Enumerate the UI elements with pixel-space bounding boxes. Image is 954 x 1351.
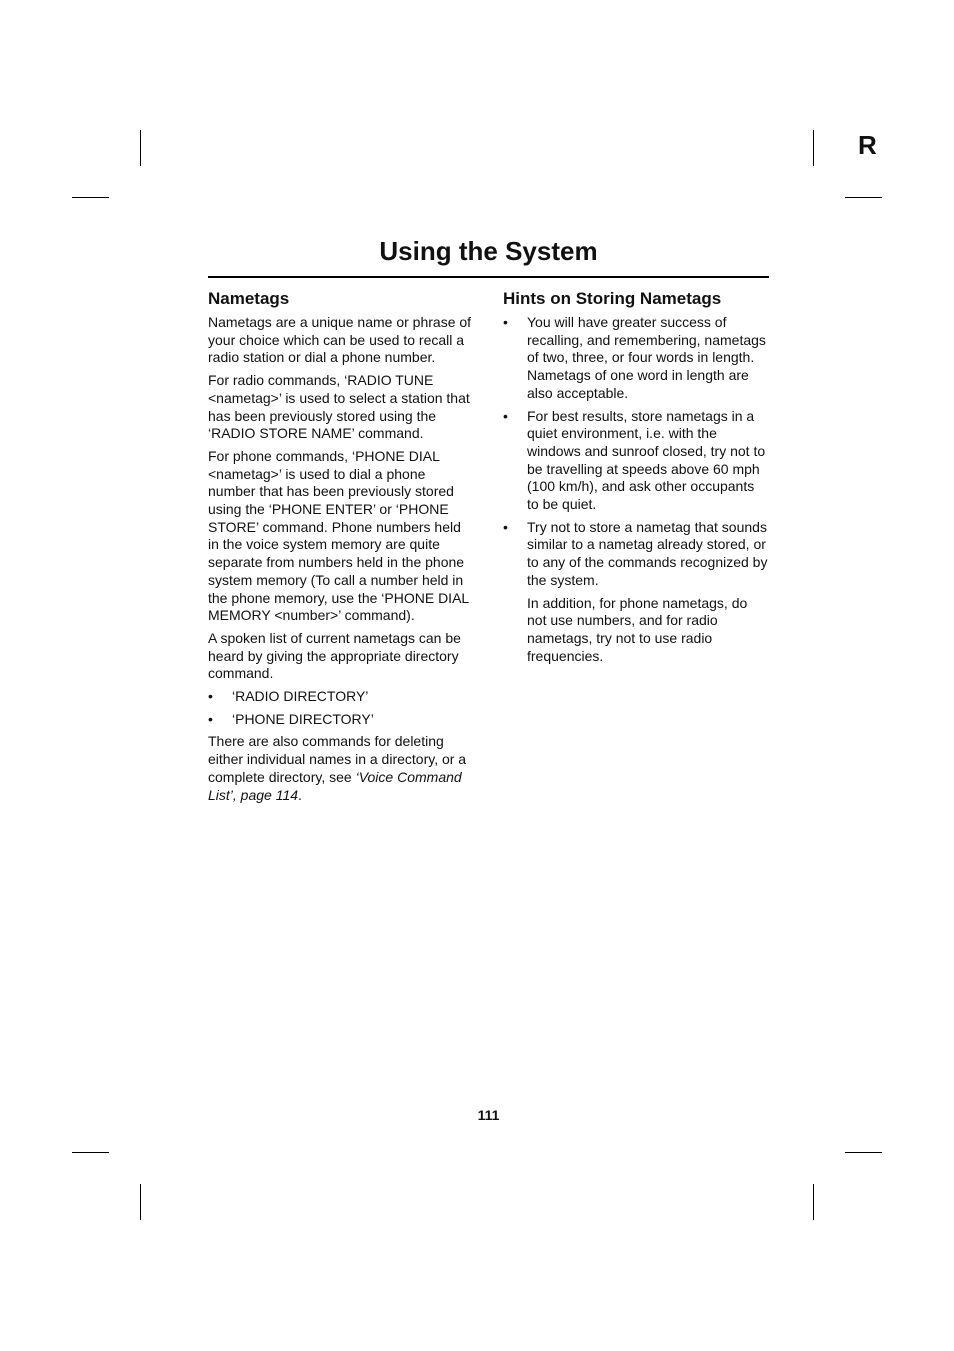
section-letter: R [858,130,877,160]
crop-mark-bottom-left-vertical [140,1184,141,1220]
bullet-icon: • [503,518,508,535]
crop-mark-bottom-right-vertical [813,1184,814,1220]
delete-commands-paragraph [208,733,474,804]
hints-heading: Hints on Storing Nametags [503,289,722,308]
bullet-icon: • [503,314,508,330]
crop-mark-top-left-vertical [140,130,141,166]
list-item-text: ‘PHONE DIRECTORY’ [232,710,374,727]
list-item-text: ‘RADIO DIRECTORY’ [232,688,369,705]
crop-mark-top-right-vertical [813,130,814,166]
nametags-heading: Nametags [208,289,290,308]
list-item-text: For best results, store nametags in a quiet environment, i.e. with the windows and sunroof closed, try not to be travelling at speeds above 60 mph (100 km/h), and ask other occupants to be quiet. [527,407,766,513]
directory-command-list [208,688,474,728]
voice-command-list-reference: ‘Voice Command List’, page 114 [208,768,462,803]
bullet-icon: • [208,688,213,705]
list-item [208,688,474,706]
directory-paragraph: A spoken list of current nametags can be heard by giving the appropriate directory command. [208,629,461,682]
crop-mark-bottom-left-horizontal [72,1152,109,1153]
nametags-intro-paragraph: Nametags are a unique name or phrase of your choice which can be used to recall a radio station or dial a phone number. [208,314,472,366]
hints-list [503,314,769,590]
title-rule [208,276,769,278]
list-item [503,408,769,514]
list-item [503,314,769,403]
delete-commands-end: . [298,786,302,803]
delete-commands-text: There are also commands for deleting either individual names in a directory, or a complete directory, see [208,733,467,785]
left-column [208,289,474,809]
page-number: 111 [477,1107,500,1123]
phone-nametags-note: In addition, for phone nametags, do not use numbers, and for radio nametags, try not to use radio frequencies. [527,594,748,664]
crop-mark-top-right-horizontal [845,197,882,198]
crop-mark-bottom-right-horizontal [845,1152,882,1153]
list-item [208,711,474,729]
bullet-icon: • [503,407,508,424]
phone-commands-paragraph: For phone commands, ‘PHONE DIAL <nametag>’ is used to dial a phone number that has been previously stored using the ‘PHONE ENTER’ or ‘PHONE STORE’ command. Phone numbers held in the voice system memory are quite separate from numbers held in the phone system memory (To call a number held in the phone memory, use the ‘PHONE DIAL MEMORY <number>’ command). [208,447,469,624]
list-item-text: Try not to store a nametag that sounds similar to a nametag already stored, or to any of the commands recognized by the system. [527,518,768,588]
crop-mark-top-left-horizontal [72,197,109,198]
page-title: Using the System [379,236,598,266]
list-item [503,519,769,590]
right-column [503,289,769,670]
radio-commands-paragraph: For radio commands, ‘RADIO TUNE <nametag>’ is used to select a station that has been previously stored using the ‘RADIO STORE NAME’ command. [208,372,470,442]
bullet-icon: • [208,710,213,727]
list-item-text: You will have greater success of recalling, and remembering, nametags of two, three, or four words in length. Nametags of one word in length are also acceptable. [527,314,766,401]
